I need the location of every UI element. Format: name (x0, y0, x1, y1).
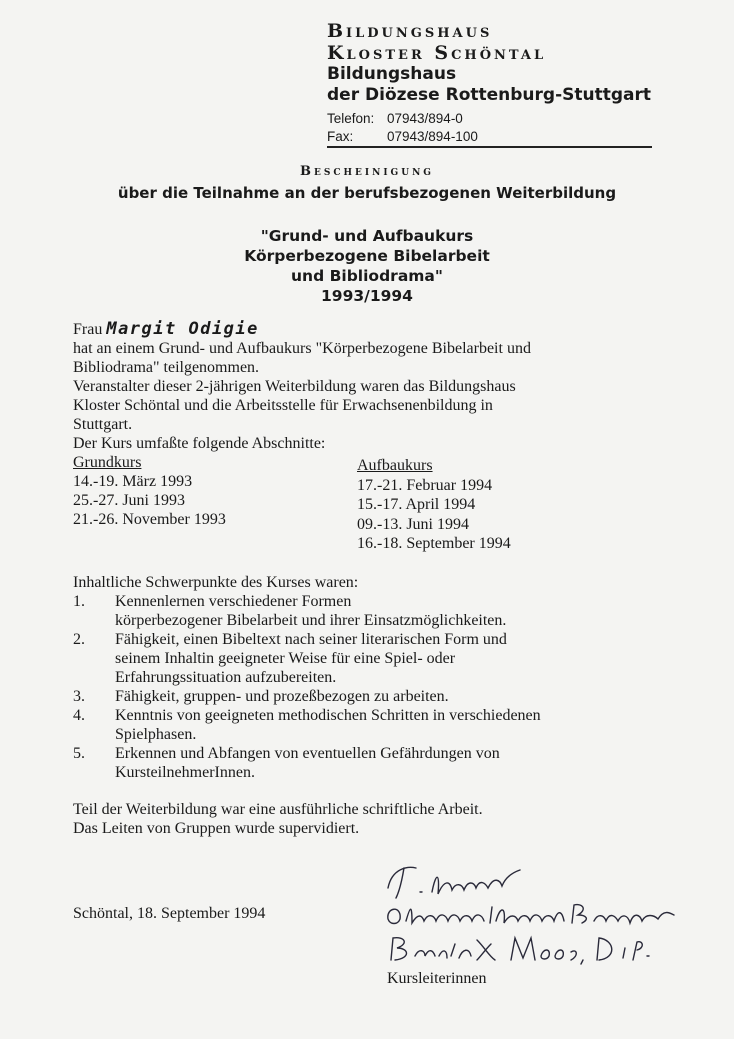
list-text: körperbezogener Bibelarbeit und ihrer Einsatzmöglichkeiten. (115, 612, 507, 629)
list-text: KursteilnehmerInnen. (115, 764, 255, 781)
paragraph-1 (73, 339, 673, 377)
aufbaukurs-date: 17.-21. Februar 1994 (357, 476, 493, 494)
closing-line2: Das Leiten von Gruppen wurde supervidiert. (73, 820, 360, 837)
list-text: Erfahrungssituation aufzubereiten. (115, 669, 337, 686)
place-date: Schöntal, 18. September 1994 (73, 905, 266, 922)
aufbaukurs-date: 09.-13. Juni 1994 (357, 515, 469, 533)
course-sections (73, 453, 673, 553)
paragraph-2-line2: Kloster Schöntal und die Arbeitsstelle für Erwachsenenbildung in (73, 397, 493, 414)
letterhead (327, 20, 651, 106)
letterhead-line1: Bildungshaus (327, 20, 493, 42)
grundkurs-date: 21.-26. November 1993 (73, 511, 226, 528)
letterhead-line3: Bildungshaus (327, 64, 457, 84)
phone-number: 07943/894-0 (387, 111, 463, 126)
aufbaukurs-column (357, 456, 511, 554)
aufbaukurs-date: 15.-17. April 1994 (357, 496, 476, 513)
focus-list (73, 592, 673, 782)
course-years: 1993/1994 (321, 287, 413, 305)
list-text: Kennenlernen verschiedener Formen (115, 593, 352, 610)
paragraph-1-line1: hat an einem Grund- und Aufbaukurs "Körperbezogene Bibelarbeit und (73, 340, 531, 357)
course-line2: Körperbezogene Bibelarbeit (244, 247, 490, 265)
paragraph-3: Der Kurs umfaßte folgende Abschnitte: (73, 435, 326, 452)
course-line1: "Grund- und Aufbaukurs (260, 227, 474, 245)
list-item (73, 630, 673, 687)
grundkurs-date: 25.-27. Juni 1993 (73, 492, 185, 509)
phone-label: Telefon: (327, 111, 375, 126)
fax-number: 07943/894-100 (387, 129, 478, 144)
salutation: Frau (73, 321, 103, 338)
grundkurs-date: 14.-19. März 1993 (73, 473, 193, 490)
recipient-name: Margit Odigie (106, 319, 259, 339)
contact-info (327, 110, 478, 146)
list-number: 2. (73, 631, 85, 648)
paragraph-2-line3: Stuttgart. (73, 416, 133, 433)
course-line3: und Bibliodrama" (291, 267, 443, 285)
list-item (73, 744, 673, 782)
list-text: Fähigkeit, einen Bibeltext nach seiner literarischen Form und (115, 631, 507, 648)
list-number: 5. (73, 745, 85, 762)
list-number: 3. (73, 688, 85, 705)
list-text: Spielphasen. (115, 726, 197, 743)
certificate-body (73, 320, 673, 838)
list-item (73, 592, 673, 630)
fax-label: Fax: (327, 129, 354, 144)
aufbaukurs-date: 16.-18. September 1994 (357, 535, 511, 552)
list-item (73, 706, 673, 744)
document-subtitle: über die Teilnahme an der berufsbezogenen Weiterbildung (117, 184, 617, 202)
grundkurs-title: Grundkurs (73, 454, 142, 471)
list-text: seinem Inhaltin geeigneter Weise für eine Spiel- oder (115, 650, 456, 667)
course-leaders-label: Kursleiterinnen (387, 970, 487, 987)
letterhead-divider (327, 146, 652, 148)
list-text: Erkennen und Abfangen von eventuellen Gefährdungen von (115, 745, 500, 762)
focus-intro: Inhaltliche Schwerpunkte des Kurses waren: (73, 574, 359, 591)
recipient-line (73, 320, 673, 339)
document-title: Bescheinigung (300, 164, 434, 179)
list-number: 1. (73, 593, 85, 610)
paragraph-1-line2: Bibliodrama" teilgenommen. (73, 359, 260, 376)
aufbaukurs-title: Aufbaukurs (357, 457, 433, 474)
list-text: Kenntnis von geeigneten methodischen Schritten in verschiedenen (115, 707, 541, 724)
closing-line1: Teil der Weiterbildung war eine ausführliche schriftliche Arbeit. (73, 801, 483, 818)
course-title (0, 226, 734, 306)
signature-3 (385, 930, 665, 970)
list-item (73, 687, 673, 706)
paragraph-2 (73, 377, 673, 434)
list-number: 4. (73, 707, 85, 724)
letterhead-line4: der Diözese Rottenburg-Stuttgart (327, 85, 652, 105)
grundkurs-column (73, 453, 226, 529)
paragraph-2-line1: Veranstalter dieser 2-jährigen Weiterbildung waren das Bildungshaus (73, 378, 516, 395)
list-text: Fähigkeit, gruppen- und prozeßbezogen zu arbeiten. (115, 688, 449, 705)
signature-2 (382, 893, 682, 935)
letterhead-line2: Kloster Schöntal (327, 42, 547, 64)
